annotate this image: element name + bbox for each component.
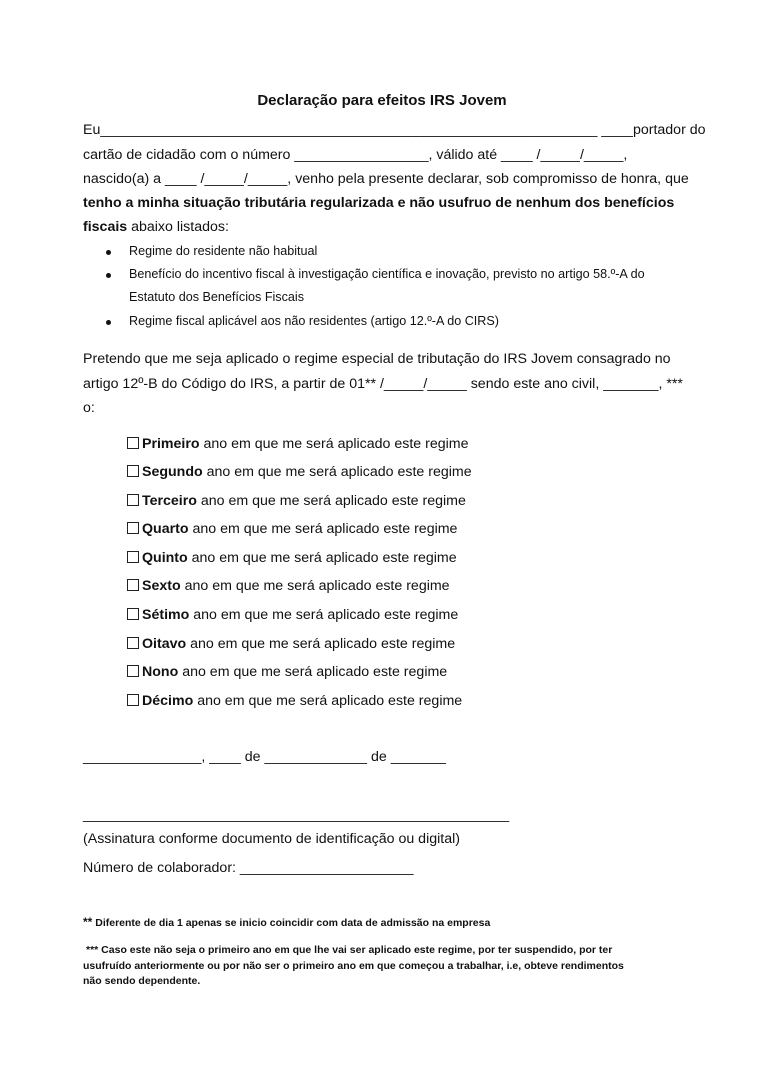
- bullet-item: Regime fiscal aplicável aos não residentes (artigo 12.º-A do CIRS): [129, 314, 499, 328]
- checkbox-icon[interactable]: [127, 665, 139, 677]
- regime-line-3: o:: [83, 400, 95, 416]
- option-bold: Quarto: [142, 521, 189, 537]
- option-text: ano em que me será aplicado este regime: [193, 693, 463, 709]
- option-bold: Sexto: [142, 578, 181, 594]
- option-bold: Sétimo: [142, 607, 190, 623]
- checkbox-icon[interactable]: [127, 579, 139, 591]
- option-text: ano em que me será aplicado este regime: [189, 607, 459, 623]
- regime-line-1: Pretendo que me seja aplicado o regime especial de tributação do IRS Jovem consagrado no: [83, 351, 671, 367]
- option-item[interactable]: [127, 435, 469, 453]
- footnote-2-mark: ***: [86, 944, 99, 956]
- footnote-2-line-1: [86, 944, 612, 957]
- checkbox-icon[interactable]: [127, 437, 139, 449]
- option-text: ano em que me será aplicado este regime: [199, 436, 469, 452]
- footnote-1-mark: **: [83, 915, 93, 929]
- date-line[interactable]: _______________, ____ de _____________ de _______: [83, 749, 446, 765]
- footnote-2-line-3: não sendo dependente.: [83, 975, 201, 987]
- intro-line-4: tenho a minha situação tributária regularizada e não usufruo de nenhum dos benefícios: [83, 195, 675, 211]
- checkbox-icon[interactable]: [127, 494, 139, 506]
- intro-line-5-bold: fiscais: [83, 219, 128, 235]
- option-text: ano em que me será aplicado este regime: [180, 578, 450, 594]
- footnote-1-text: Diferente de dia 1 apenas se inicio coincidir com data de admissão na empresa: [92, 917, 491, 929]
- footnote-1: [83, 916, 490, 930]
- checkbox-icon[interactable]: [127, 551, 139, 563]
- bullet-item: Benefício do incentivo fiscal à investigação científica e inovação, previsto no artigo 58.º-A do: [129, 267, 645, 281]
- option-text: ano em que me será aplicado este regime: [186, 636, 456, 652]
- bullet-item-continuation: Estatuto dos Benefícios Fiscais: [129, 290, 304, 304]
- option-bold: Terceiro: [142, 493, 197, 509]
- option-item[interactable]: [127, 463, 472, 481]
- option-item[interactable]: [127, 663, 447, 681]
- intro-line-2: cartão de cidadão com o número _________________, válido até ____ /_____/_____,: [83, 147, 628, 163]
- option-bold: Nono: [142, 664, 179, 680]
- checkbox-icon[interactable]: [127, 694, 139, 706]
- bullet-dot-icon: [106, 320, 111, 325]
- footnote-2-text: Caso este não seja o primeiro ano em que lhe vai ser aplicado este regime, por ter suspendido, por ter: [98, 944, 613, 956]
- bullet-item: Regime do residente não habitual: [129, 244, 318, 258]
- option-item[interactable]: [127, 549, 457, 567]
- checkbox-icon[interactable]: [127, 608, 139, 620]
- option-bold: Segundo: [142, 464, 203, 480]
- signature-line[interactable]: ______________________________________________________: [83, 807, 510, 823]
- option-text: ano em que me será aplicado este regime: [202, 464, 472, 480]
- bullet-dot-icon: [106, 273, 111, 278]
- option-bold: Décimo: [142, 693, 194, 709]
- intro-line-3: nascido(a) a ____ /_____/_____, venho pela presente declarar, sob compromisso de honra, que: [83, 171, 689, 187]
- regime-line-2: artigo 12º-B do Código do IRS, a partir de 01** /_____/_____ sendo este ano civil, _______, ***: [83, 376, 683, 392]
- checkbox-icon[interactable]: [127, 522, 139, 534]
- footnote-2-line-2: usufruído anteriormente ou por não ser o primeiro ano em que começou a trabalhar, i.e, obteve rendimentos: [83, 960, 624, 972]
- employee-number-field[interactable]: Número de colaborador: ______________________: [83, 860, 414, 876]
- option-text: ano em que me será aplicado este regime: [187, 550, 457, 566]
- option-bold: Primeiro: [142, 436, 200, 452]
- option-item[interactable]: [127, 520, 457, 538]
- option-item[interactable]: [127, 606, 458, 624]
- signature-caption: (Assinatura conforme documento de identificação ou digital): [83, 831, 460, 847]
- option-text: ano em que me será aplicado este regime: [188, 521, 458, 537]
- option-item[interactable]: [127, 492, 466, 510]
- intro-line-5: [83, 218, 229, 236]
- intro-line-5-rest: abaixo listados:: [127, 219, 229, 235]
- option-text: ano em que me será aplicado este regime: [178, 664, 448, 680]
- checkbox-icon[interactable]: [127, 637, 139, 649]
- bullet-dot-icon: [106, 250, 111, 255]
- option-bold: Quinto: [142, 550, 188, 566]
- intro-line-1: Eu_______________________________________________________________ ____portador do: [83, 122, 706, 138]
- option-text: ano em que me será aplicado este regime: [196, 493, 466, 509]
- checkbox-icon[interactable]: [127, 465, 139, 477]
- option-bold: Oitavo: [142, 636, 187, 652]
- option-item[interactable]: [127, 635, 455, 653]
- option-item[interactable]: [127, 577, 450, 595]
- option-item[interactable]: [127, 692, 462, 710]
- document-title: Declaração para efeitos IRS Jovem: [257, 92, 507, 109]
